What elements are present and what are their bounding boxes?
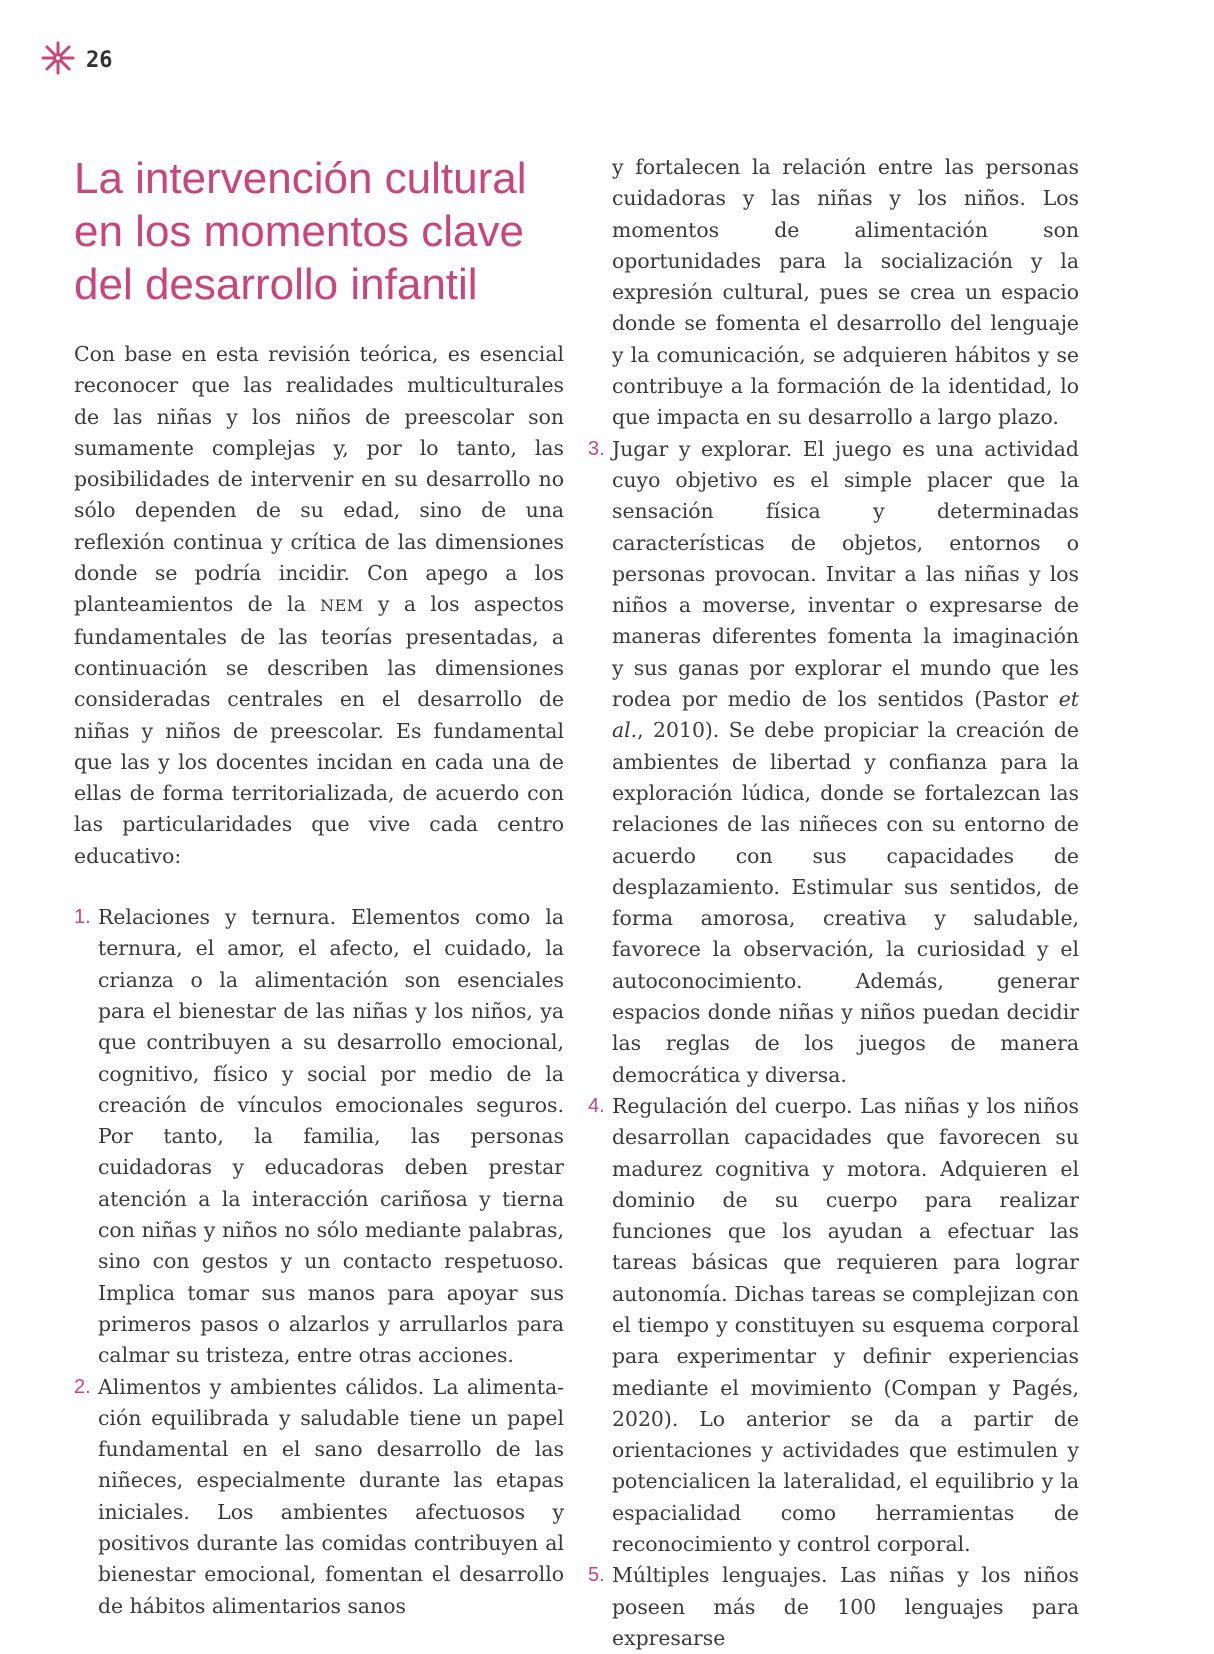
list-item [588,434,1079,1091]
list-item-text: Jugar y explorar. El juego es una actividad cuyo objetivo es el simple placer que la sensación física y determinadas características de objetos, entornos o personas provocan. Invitar a las niñas y los niños a moverse, inventar o expresarse de maneras diferentes fomenta la imaginación y sus ganas por explorar el mundo que les rodea por medio de los sentidos (Pastor et al., 2010). Se debe propiciar la creación de ambientes de libertad y confianza para la exploración lúdica, donde se fortalezcan las relaciones de las niñeces con su entorno de acuerdo con sus capacidades de desplazamiento. Estimular sus sentidos, de forma amorosa, creativa y saludable, favorece la observación, la curiosidad y el autoconocimiento. Además, generar espacios donde niñas y niños puedan decidir las reglas de los juegos de manera democrática y diversa. [612,436,1079,1087]
list-item-text: Múltiples lenguajes. Las niñas y los niños poseen más de 100 lenguajes para expresarse [612,1563,1079,1650]
list-item [588,1091,1079,1560]
list-number: 2. [74,1375,91,1398]
list-item [74,902,564,1371]
list-number: 1. [74,906,91,929]
list-item [74,1372,564,1622]
list-item-continuation: y fortalecen la relación entre las personas cuidadoras y las niñas y los niños. Los momentos de alimentación son oportunidades para la socialización y la expresión cultural, pues se crea un espacio donde se fomenta el desarrollo del lenguaje y la comunicación, se adquieren hábitos y se contribuye a la formación de la identidad, lo que impacta en su desarrollo a largo plazo. [612,155,1079,430]
page-header [40,40,113,80]
list-item-text: Regulación del cuerpo. Las niñas y los niños desarrollan capacidades que favorecen su madurez cognitiva y motora. Adquieren el dominio de su cuerpo para realizar funciones que los ayudan a efectuar las tareas básicas que requieren para lograr autonomía. Dichas tareas se complejizan con el tiempo y constituyen su esquema corporal para experimentar y definir experiencias mediante el movimiento (Compan y Pagés, 2020). Lo anterior se da a partir de orientaciones y actividades que estimulen y potencialicen la lateralidad, el equilibrio y la espacialidad como herramientas de reconocimiento y control corporal. [612,1093,1079,1557]
section-title: La intervención cultural en los momentos clave del desarrollo infantil [74,154,527,309]
list-number: 4. [588,1094,605,1117]
intro-paragraph: Con base en esta revisión teórica, es esencial reconocer que las realidades multiculturales de las niñas y los niños de preescolar son sumamente complejas y, por lo tanto, las posibilidades de intervenir en su desarrollo no sólo dependen de su edad, sino de una reflexión continua y crítica de las dimensiones donde se podría incidir. Con apego a los planteamientos de la NEM y a los aspectos fundamentales de las teorías presentadas, a continuación se describen las dimensiones consideradas centrales en el desarrollo de niñas y niños de preescolar. Es fundamental que las y los docentes incidan en cada una de ellas de forma territorializada, de acuerdo con las particularidades que vive cada centro educativo: [74,342,565,868]
list-number: 5. [588,1564,605,1587]
list-item-text: Alimentos y ambientes cálidos. La alimentación equilibrada y saludable tiene un papel fundamental en el sano desarrollo de las niñeces, especialmente durante las etapas iniciales. Los ambientes afectuosos y positivos durante las comidas contribuyen al bienestar emocional, fomentan el desarrollo de hábitos alimentarios sanos [98,1374,564,1618]
right-column [588,152,1079,1654]
asterisk-flower-icon [40,40,76,80]
left-column [74,152,564,1622]
list-number: 3. [588,437,605,460]
list-item [588,1560,1079,1654]
list-item-text: Relaciones y ternura. Elementos como la ternura, el amor, el afecto, el cuidado, la crianza o la alimentación son esenciales para el bienestar de las niñas y los niños, ya que contribuyen a su desarrollo emocional, cognitivo, físico y social por medio de la creación de vínculos emocionales seguros. Por tanto, la familia, las personas cuidadoras y educadoras deben prestar atención a la interacción cariñosa y tierna con niñas y niños no sólo mediante palabras, sino con gestos y un contacto respetuoso. Implica tomar sus manos para apoyar sus primeros pasos o alzarlos y arrullarlos para calmar su tristeza, entre otras acciones. [98,905,564,1368]
page-number: 26 [86,47,113,73]
nem-acronym: NEM [320,596,364,616]
